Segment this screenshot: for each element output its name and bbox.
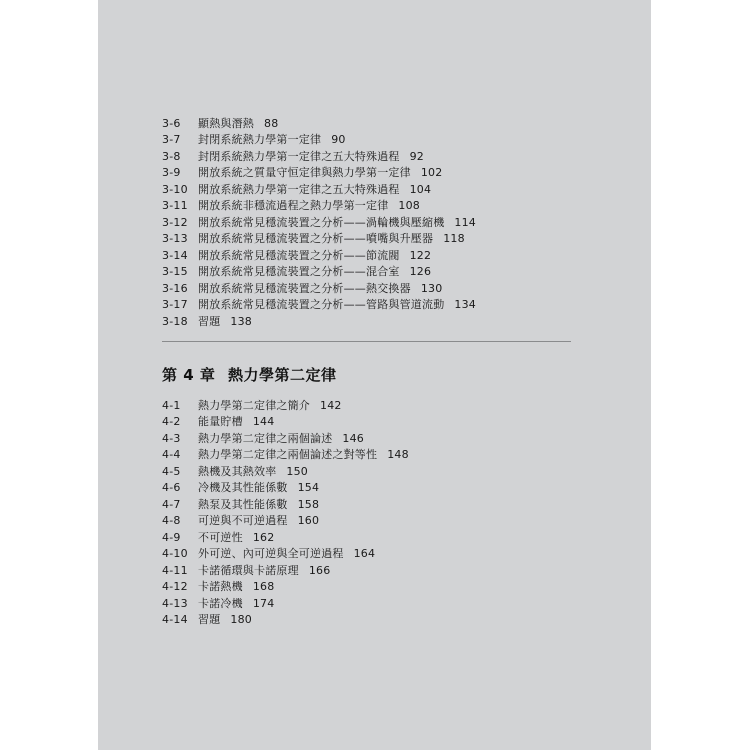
entry-page: 102 — [420, 166, 443, 179]
entry-title: 習題 — [198, 613, 221, 626]
toc-entry — [162, 447, 409, 463]
toc-entry — [162, 596, 274, 612]
entry-page: 108 — [398, 199, 421, 212]
entry-number: 4-6 — [162, 481, 181, 494]
toc-entry — [162, 264, 431, 280]
entry-page: 142 — [320, 399, 342, 412]
entry-page: 168 — [252, 580, 275, 593]
entry-number: 4-8 — [162, 514, 181, 527]
entry-number: 3-16 — [162, 282, 188, 295]
chapter-label: 第 4 章 — [162, 366, 216, 384]
entry-title: 熱力學第二定律之兩個論述 — [198, 432, 333, 445]
entry-page: 144 — [252, 415, 275, 428]
entry-title: 開放系統之質量守恒定律與熱力學第一定律 — [198, 166, 411, 179]
entry-number: 3-15 — [162, 265, 188, 278]
entry-title: 外可逆、內可逆與全可逆過程 — [198, 547, 344, 560]
toc-entry — [162, 546, 375, 562]
entry-number: 4-4 — [162, 448, 181, 461]
entry-number: 3-14 — [162, 249, 188, 262]
toc-entry — [162, 198, 420, 214]
entry-title: 開放系統常見穩流裝置之分析——管路與管道流動 — [198, 298, 445, 311]
entry-page: 90 — [331, 133, 346, 146]
entry-number: 3-10 — [162, 183, 188, 196]
toc-entry — [162, 414, 274, 430]
toc-entry — [162, 480, 319, 496]
entry-page: 150 — [286, 465, 309, 478]
toc-entry — [162, 116, 278, 132]
entry-number: 3-9 — [162, 166, 181, 179]
entry-title: 習題 — [198, 315, 221, 328]
entry-title: 封閉系統熱力學第一定律之五大特殊過程 — [198, 150, 400, 163]
toc-entry — [162, 530, 274, 546]
entry-title: 開放系統非穩流過程之熱力學第一定律 — [198, 199, 389, 212]
entry-page: 146 — [342, 432, 365, 445]
entry-page: 126 — [409, 265, 432, 278]
entry-number: 3-11 — [162, 199, 188, 212]
entry-number: 3-8 — [162, 150, 181, 163]
toc-entry — [162, 314, 252, 330]
book-page — [98, 0, 651, 750]
entry-title: 卡諾熱機 — [198, 580, 243, 593]
entry-title: 開放系統常見穩流裝置之分析——熱交換器 — [198, 282, 411, 295]
entry-page: 114 — [454, 216, 477, 229]
entry-title: 可逆與不可逆過程 — [198, 514, 288, 527]
toc-entry — [162, 497, 319, 513]
entry-title: 熱泵及其性能係數 — [198, 498, 288, 511]
entry-page: 88 — [264, 117, 279, 130]
entry-title: 開放系統常見穩流裝置之分析——渦輪機與壓縮機 — [198, 216, 445, 229]
entry-page: 148 — [387, 448, 409, 461]
entry-title: 開放系統熱力學第一定律之五大特殊過程 — [198, 183, 400, 196]
entry-title: 不可逆性 — [198, 531, 243, 544]
entry-number: 4-12 — [162, 580, 188, 593]
entry-title: 封閉系統熱力學第一定律 — [198, 133, 322, 146]
toc-entry — [162, 612, 252, 628]
entry-title: 開放系統常見穩流裝置之分析——噴嘴與升壓器 — [198, 232, 434, 245]
entry-title: 熱力學第二定律之兩個論述之對等性 — [198, 448, 378, 461]
entry-title: 顯熱與潛熱 — [198, 117, 254, 130]
chapter-title: 熱力學第二定律 — [228, 366, 337, 384]
entry-title: 卡諾冷機 — [198, 597, 243, 610]
entry-number: 4-13 — [162, 597, 188, 610]
entry-number: 3-17 — [162, 298, 188, 311]
entry-number: 3-18 — [162, 315, 188, 328]
toc-entry — [162, 464, 308, 480]
entry-page: 118 — [443, 232, 465, 245]
section-divider — [162, 341, 571, 342]
entry-title: 開放系統常見穩流裝置之分析——混合室 — [198, 265, 400, 278]
entry-page: 130 — [420, 282, 443, 295]
entry-title: 冷機及其性能係數 — [198, 481, 288, 494]
entry-number: 4-9 — [162, 531, 181, 544]
entry-page: 174 — [252, 597, 275, 610]
entry-page: 154 — [297, 481, 320, 494]
toc-entry — [162, 149, 424, 165]
entry-number: 3-6 — [162, 117, 181, 130]
entry-number: 4-5 — [162, 465, 181, 478]
entry-number: 4-3 — [162, 432, 181, 445]
toc-entry — [162, 248, 431, 264]
entry-page: 104 — [409, 183, 432, 196]
entry-number: 3-7 — [162, 133, 181, 146]
toc-entry — [162, 579, 274, 595]
entry-number: 4-1 — [162, 399, 181, 412]
entry-title: 熱機及其熱效率 — [198, 465, 277, 478]
toc-entry — [162, 215, 476, 231]
entry-page: 92 — [409, 150, 425, 163]
entry-page: 166 — [308, 564, 331, 577]
toc-entry — [162, 398, 342, 414]
entry-title: 卡諾循環與卡諾原理 — [198, 564, 299, 577]
entry-page: 180 — [230, 613, 253, 626]
entry-page: 164 — [353, 547, 376, 560]
toc-entry — [162, 132, 346, 148]
entry-page: 160 — [297, 514, 320, 527]
entry-number: 4-2 — [162, 415, 181, 428]
entry-number: 4-11 — [162, 564, 188, 577]
entry-number: 4-10 — [162, 547, 188, 560]
toc-entry — [162, 563, 330, 579]
entry-number: 3-13 — [162, 232, 188, 245]
toc-entry — [162, 165, 442, 181]
toc-entry — [162, 281, 442, 297]
chapter-heading — [162, 364, 337, 385]
entry-page: 138 — [230, 315, 253, 328]
entry-title: 開放系統常見穩流裝置之分析——節流閥 — [198, 249, 400, 262]
toc-entry — [162, 513, 319, 529]
entry-title: 能量貯槽 — [198, 415, 243, 428]
toc-entry — [162, 182, 431, 198]
entry-number: 4-7 — [162, 498, 181, 511]
toc-entry — [162, 297, 476, 313]
entry-page: 122 — [409, 249, 432, 262]
toc-entry — [162, 431, 364, 447]
toc-entry — [162, 231, 465, 247]
entry-page: 134 — [454, 298, 477, 311]
entry-number: 4-14 — [162, 613, 188, 626]
entry-title: 熱力學第二定律之簡介 — [198, 399, 310, 412]
entry-page: 162 — [252, 531, 275, 544]
entry-number: 3-12 — [162, 216, 188, 229]
entry-page: 158 — [297, 498, 320, 511]
